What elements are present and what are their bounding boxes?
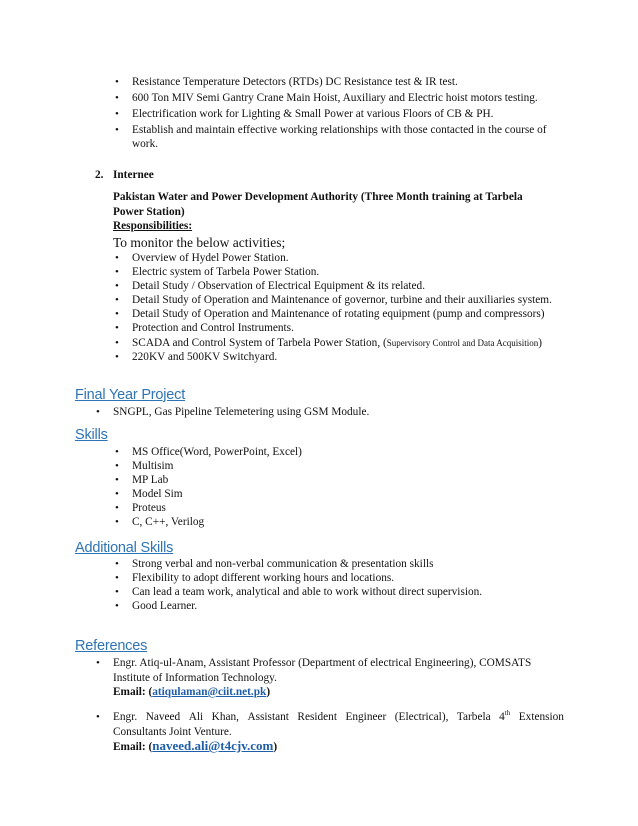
word: Assistant xyxy=(247,711,289,723)
reference-1-line2: Institute of Information Technology. xyxy=(113,671,277,684)
list-item: • Flexibility to adopt different working hours and locations. xyxy=(132,571,582,585)
list-item: • Good Learner. xyxy=(132,599,582,613)
list-item: • Detail Study / Observation of Electrical Equipment & its related. xyxy=(132,279,582,293)
list-item: • C, C++, Verilog xyxy=(132,515,582,529)
list-item: • Model Sim xyxy=(132,487,582,501)
list-item-text-cont: work. xyxy=(132,138,159,151)
org-line1: Pakistan Water and Power Development Authority (Three Month training at Tarbela xyxy=(113,191,523,203)
internee-organization xyxy=(113,190,523,219)
responsibilities-list xyxy=(132,251,582,364)
reference-item xyxy=(113,710,564,755)
reference-1-line1: Engr. Atiq-ul-Anam, Assistant Professor (Department of electrical Engineering), COMSATS xyxy=(113,657,532,669)
list-item: • MP Lab xyxy=(132,473,582,487)
list-item: • Electrification work for Lighting & Small Power at various Floors of CB & PH. xyxy=(132,107,582,121)
list-item: • Protection and Control Instruments. xyxy=(132,321,582,335)
word: Tarbela xyxy=(456,711,491,723)
skills-heading: Skills xyxy=(75,427,108,443)
reference-1-email-link[interactable]: atiqulaman@ciit.net.pk xyxy=(152,686,267,698)
scada-close: ) xyxy=(538,336,542,349)
list-item xyxy=(132,123,582,151)
reference-item xyxy=(113,656,583,700)
responsibilities-intro: To monitor the below activities; xyxy=(113,235,286,250)
reference-1-email-close: ) xyxy=(266,686,271,698)
reference-2-email-link[interactable]: naveed.ali@t4cjv.com xyxy=(152,738,274,753)
org-line2: Power Station) xyxy=(113,205,185,218)
list-item: • Detail Study of Operation and Maintenance of governor, turbine and their auxiliaries system. xyxy=(132,293,582,307)
list-item: • Overview of Hydel Power Station. xyxy=(132,251,582,265)
word: • Engr. xyxy=(113,711,138,723)
reference-2-email-close: ) xyxy=(273,741,278,753)
word: (Electrical), xyxy=(394,711,449,723)
reference-2-line2: Consultants Joint Venture. xyxy=(113,725,232,738)
reference-2-line1 xyxy=(113,710,564,725)
word: Ali xyxy=(188,711,204,723)
list-item: • Can lead a team work, analytical and able to work without direct supervision. xyxy=(132,585,582,599)
experience-bullet-list xyxy=(132,75,582,151)
reference-2-email-label: Email: ( xyxy=(113,741,153,753)
reference-1-email-label: Email: ( xyxy=(113,686,153,698)
section-number: 2. xyxy=(95,169,104,181)
final-year-project-heading: Final Year Project xyxy=(75,387,186,403)
references-list-2 xyxy=(113,710,564,755)
list-item: • Multisim xyxy=(132,459,582,473)
list-item: • SNGPL, Gas Pipeline Telemetering using GSM Module. xyxy=(113,405,583,419)
list-item: • Electric system of Tarbela Power Station. xyxy=(132,265,582,279)
additional-skills-list xyxy=(132,557,582,613)
word-with-superscript: 4th xyxy=(499,709,511,723)
list-item: • Proteus xyxy=(132,501,582,515)
final-year-project-list xyxy=(113,405,583,419)
word: Naveed xyxy=(145,711,181,723)
additional-skills-heading: Additional Skills xyxy=(75,540,174,556)
references-list xyxy=(113,656,583,700)
list-item: • 220KV and 500KV Switchyard. xyxy=(132,350,582,364)
word: Resident xyxy=(297,711,337,723)
skills-list xyxy=(132,445,582,530)
reference-2-email-row xyxy=(113,739,564,755)
scada-text: SCADA and Control System of Tarbela Power Station, ( xyxy=(132,336,387,349)
list-item: • Detail Study of Operation and Maintenance of rotating equipment (pump and compressors) xyxy=(132,307,582,321)
internee-title: Internee xyxy=(113,169,154,181)
references-heading: References xyxy=(75,638,148,654)
scada-abbrev-text: Supervisory Control and Data Acquisition xyxy=(386,337,539,348)
list-item: • 600 Ton MIV Semi Gantry Crane Main Hoist, Auxiliary and Electric hoist motors testing. xyxy=(132,91,582,105)
list-item: • Strong verbal and non-verbal communication & presentation skills xyxy=(132,557,582,571)
word: Engineer xyxy=(345,711,387,723)
list-item: • MS Office(Word, PowerPoint, Excel) xyxy=(132,445,582,459)
word: Extension xyxy=(518,711,564,723)
list-item-text: Establish and maintain effective working relationships with those contacted in the course of xyxy=(132,124,547,137)
list-item xyxy=(132,336,582,350)
responsibilities-label: Responsibilities: xyxy=(113,220,193,232)
list-item: • Resistance Temperature Detectors (RTDs) DC Resistance test & IR test. xyxy=(132,75,582,89)
word: Khan, xyxy=(211,711,239,723)
